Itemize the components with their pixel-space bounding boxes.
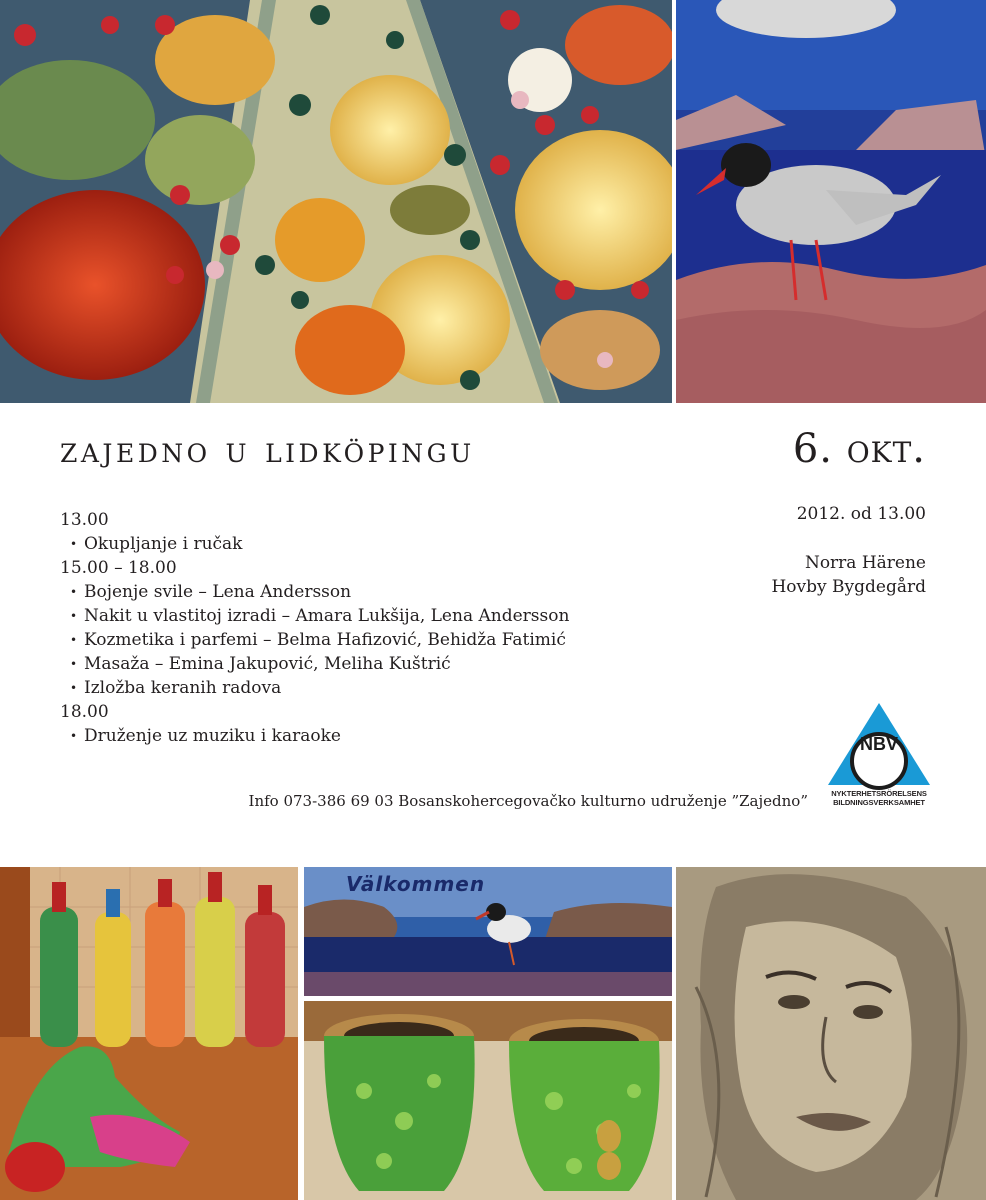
charcoal-portrait-photo [676, 867, 986, 1200]
nbv-logo-line1: NYKTERHETSRÖRELSENS [831, 789, 927, 798]
seagull-embroidery-photo [676, 0, 986, 403]
valkommen-caption: Välkommen [346, 872, 486, 896]
program-item: • Okupljanje i ručak [70, 532, 620, 556]
program-item: • Izložba keranih radova [70, 676, 620, 700]
program-item: • Masaža – Emina Jakupović, Meliha Kuštrić [70, 652, 620, 676]
event-location-line2: Hovby Bygdegård [771, 577, 926, 597]
event-location-line1: Norra Härene [804, 553, 926, 573]
contact-info: Info 073-386 69 03 Bosanskohercegovačko kulturno udruženje ”Zajedno” [248, 792, 808, 810]
event-date: 6. okt. [792, 426, 926, 472]
nbv-logo-abbrev: NBV [859, 734, 898, 754]
painted-bottles-photo [0, 867, 298, 1200]
beaded-bracelets-photo [304, 1001, 672, 1200]
program-item: • Nakit u vlastitoj izradi – Amara Lukšija, Lena Andersson [70, 604, 620, 628]
program-time: 13.00 [60, 510, 109, 530]
program-item: • Druženje uz muziku i karaoke [70, 724, 620, 748]
program-item: • Kozmetika i parfemi – Belma Hafizović, Behidža Fatimić [70, 628, 620, 652]
program-schedule [60, 508, 620, 748]
program-items [60, 724, 620, 748]
textile-collage-photo [0, 0, 672, 403]
event-title: zajedno u lidköpingu [60, 430, 475, 471]
program-time: 18.00 [60, 702, 109, 722]
event-year-time: 2012. od 13.00 [796, 504, 926, 524]
program-items [60, 580, 620, 700]
nbv-logo-line2: BILDNINGSVERKSAMHET [833, 798, 925, 807]
program-items [60, 532, 620, 556]
program-time: 15.00 – 18.00 [60, 558, 177, 578]
program-item: • Bojenje svile – Lena Andersson [70, 580, 620, 604]
